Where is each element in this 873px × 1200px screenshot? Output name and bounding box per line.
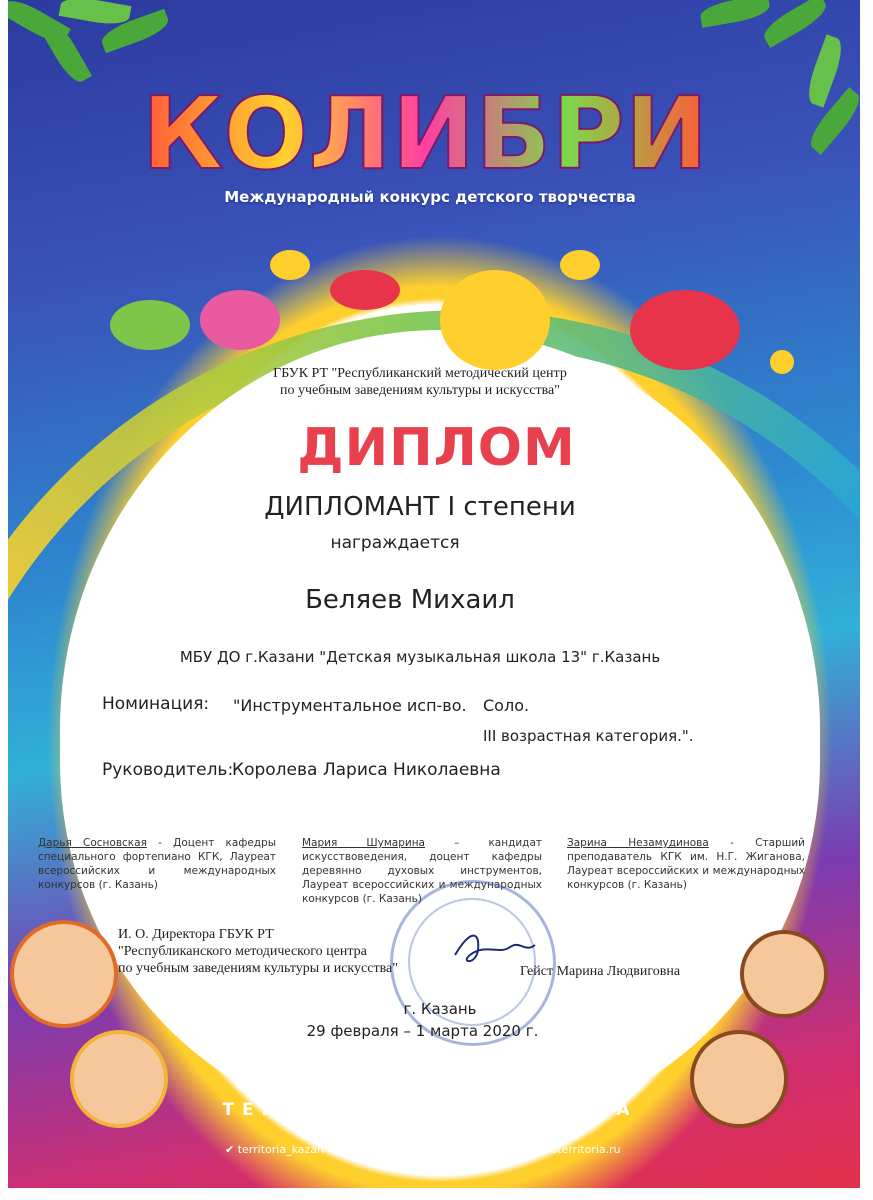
paint-splash [330, 270, 400, 310]
jury-member [38, 836, 276, 892]
leaf-decoration [59, 0, 132, 28]
social-vk-text: territoria_kazan [237, 1143, 324, 1156]
awarded-label: награждается [330, 533, 460, 553]
nomination-label: Номинация: [102, 694, 210, 714]
leaf-decoration [759, 0, 831, 48]
scan-border [0, 0, 8, 1188]
director-block [118, 926, 398, 977]
website-icon: ⊕ [520, 1143, 533, 1156]
vk-icon: ✔ [225, 1143, 238, 1156]
svg-text:КОЛИБРИ: КОЛИБРИ [141, 75, 709, 190]
event-dates: 29 февраля – 1 марта 2020 г. [306, 1022, 539, 1040]
organizer-block [220, 365, 620, 399]
nomination-value: "Инструментальное исп-во. [233, 696, 467, 715]
leaf-decoration [699, 0, 772, 28]
paint-splash [770, 350, 794, 374]
social-site [520, 1143, 621, 1156]
paint-splash [270, 250, 310, 280]
contest-subtitle: Международный конкурс детского творчества [224, 188, 636, 206]
jury-description: - Доцент кафедры специального фортепиано КГК, Лауреат всероссийских и международных конкурсов (г. Казань) [38, 837, 276, 891]
director-org: по учебным заведениям культуры и искусства" [118, 961, 398, 976]
school-name: МБУ ДО г.Казани "Детская музыкальная школа 13" г.Казань [179, 648, 661, 666]
supervisor-name: Королева Лариса Николаевна [232, 760, 501, 780]
organizer-line: по учебным заведениям культуры и искусства" [280, 383, 560, 398]
social-instagram [360, 1143, 486, 1156]
age-category: III возрастная категория.". [483, 727, 694, 745]
supervisor-label: Руководитель: [102, 760, 234, 780]
city: г. Казань [403, 1000, 477, 1018]
brand-footer: ТЕРРИТОРИЯТВОРЧЕСТВА [222, 1100, 638, 1120]
paint-splash [560, 250, 600, 280]
social-instagram-text: territoriatvorchestva [373, 1143, 487, 1156]
jury-name: Мария Шумарина [302, 837, 425, 849]
participant-name: Беляев Михаил [305, 585, 515, 615]
award-degree: ДИПЛОМАНТ I степени [264, 492, 576, 522]
director-name: Гейст Марина Людвиговна [520, 964, 681, 979]
paint-splash [200, 290, 280, 350]
jury-name: Дарья Сосновская [38, 837, 147, 849]
paint-splash [630, 290, 740, 370]
social-vk [225, 1143, 324, 1156]
jury-member [567, 836, 805, 892]
kolibri-logo [140, 70, 710, 190]
child-illustration [10, 920, 118, 1028]
jury-description: - Старший преподаватель КГК им. Н.Г. Жиганова, Лауреат всероссийских и международных конкурсов (г. Казань) [567, 837, 805, 891]
director-title: И. О. Директора ГБУК РТ [118, 927, 274, 942]
director-org: "Республиканского методического центра [118, 944, 367, 959]
social-site-text: fondterritoria.ru [532, 1143, 621, 1156]
paint-splash [440, 270, 550, 370]
child-illustration [740, 930, 828, 1018]
paint-splash [110, 300, 190, 350]
jury-name: Зарина Незамудинова [567, 837, 709, 849]
organizer-line: ГБУК РТ "Республиканский методический центр [273, 366, 567, 381]
diploma-title: ДИПЛОМ [297, 418, 576, 478]
jury-description: – кандидат искусствоведения, доцент кафедры деревянно духовых инструментов, Лауреат всероссийских и международных конкурсов (г. Казань) [302, 837, 542, 905]
instagram-icon: ◎ [360, 1143, 374, 1156]
nomination-solo: Соло. [483, 696, 530, 715]
